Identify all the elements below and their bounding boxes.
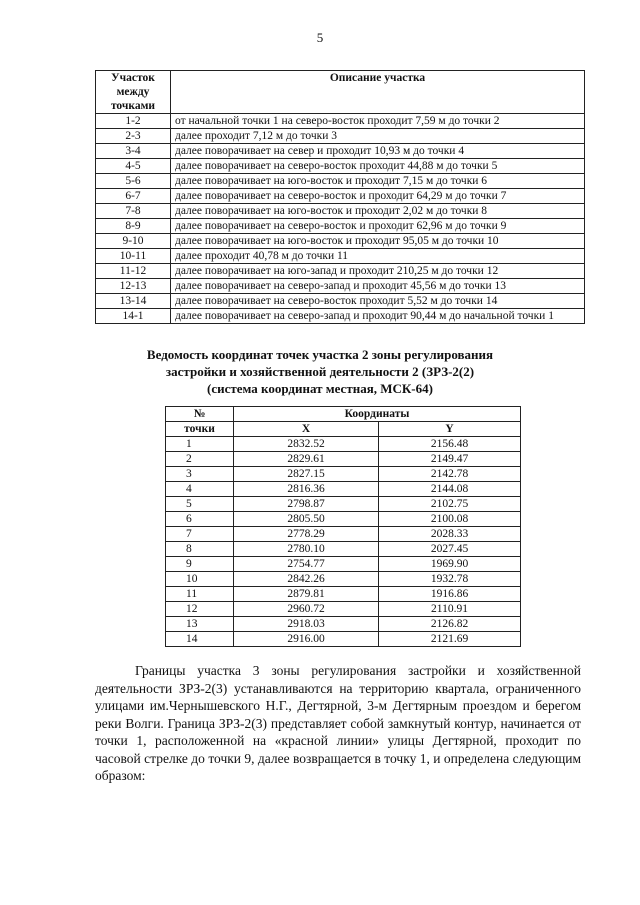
y-cell: 2028.33	[379, 527, 521, 542]
coordinates-title-line-3: (система координат местная, МСК-64)	[207, 381, 433, 396]
segment-cell: 4-5	[96, 159, 171, 174]
segment-cell: 10-11	[96, 249, 171, 264]
point-number-cell: 14	[166, 632, 234, 647]
table-row	[166, 587, 521, 602]
header-segment: Участок между точками	[96, 71, 171, 114]
table-row	[166, 482, 521, 497]
x-cell: 2879.81	[234, 587, 379, 602]
table-row	[166, 437, 521, 452]
table-row	[166, 542, 521, 557]
section-description-table	[95, 70, 585, 324]
header-description: Описание участка	[171, 71, 585, 114]
point-number-cell: 7	[166, 527, 234, 542]
x-cell: 2780.10	[234, 542, 379, 557]
point-number-cell: 9	[166, 557, 234, 572]
y-cell: 2121.69	[379, 632, 521, 647]
point-number-cell: 1	[166, 437, 234, 452]
header-coordinates: Координаты	[234, 407, 521, 422]
table-row	[96, 279, 585, 294]
table-row	[166, 497, 521, 512]
y-cell: 2100.08	[379, 512, 521, 527]
description-cell: далее поворачивает на северо-запад и проходит 45,56 м до точки 13	[171, 279, 585, 294]
y-cell: 2102.75	[379, 497, 521, 512]
coordinates-title	[0, 346, 640, 397]
description-cell: далее поворачивает на север и проходит 10,93 м до точки 4	[171, 144, 585, 159]
description-cell: далее поворачивает на северо-восток и проходит 64,29 м до точки 7	[171, 189, 585, 204]
segment-cell: 8-9	[96, 219, 171, 234]
table-header-row	[166, 422, 521, 437]
x-cell: 2798.87	[234, 497, 379, 512]
header-point-number: №	[166, 407, 234, 422]
x-cell: 2827.15	[234, 467, 379, 482]
table-row	[96, 234, 585, 249]
table-row	[96, 249, 585, 264]
y-cell: 2144.08	[379, 482, 521, 497]
description-cell: далее поворачивает на юго-запад и проходит 210,25 м до точки 12	[171, 264, 585, 279]
point-number-cell: 11	[166, 587, 234, 602]
description-cell: далее поворачивает на северо-запад и проходит 90,44 м до начальной точки 1	[171, 309, 585, 324]
table-row	[166, 467, 521, 482]
table-row	[96, 174, 585, 189]
header-y: Y	[379, 422, 521, 437]
x-cell: 2829.61	[234, 452, 379, 467]
table-row	[166, 512, 521, 527]
point-number-cell: 13	[166, 617, 234, 632]
segment-cell: 3-4	[96, 144, 171, 159]
segment-cell: 11-12	[96, 264, 171, 279]
table-row	[96, 114, 585, 129]
description-cell: далее проходит 40,78 м до точки 11	[171, 249, 585, 264]
table-row	[96, 204, 585, 219]
point-number-cell: 3	[166, 467, 234, 482]
segment-cell: 1-2	[96, 114, 171, 129]
point-number-cell: 2	[166, 452, 234, 467]
coordinates-title-line-1: Ведомость координат точек участка 2 зоны регулирования	[146, 347, 494, 362]
point-number-cell: 8	[166, 542, 234, 557]
y-cell: 1932.78	[379, 572, 521, 587]
point-number-cell: 12	[166, 602, 234, 617]
segment-cell: 12-13	[96, 279, 171, 294]
y-cell: 2156.48	[379, 437, 521, 452]
segment-cell: 6-7	[96, 189, 171, 204]
segment-cell: 7-8	[96, 204, 171, 219]
x-cell: 2842.26	[234, 572, 379, 587]
y-cell: 1916.86	[379, 587, 521, 602]
description-cell: далее поворачивает на северо-восток проходит 44,88 м до точки 5	[171, 159, 585, 174]
x-cell: 2805.50	[234, 512, 379, 527]
y-cell: 2149.47	[379, 452, 521, 467]
y-cell: 2110.91	[379, 602, 521, 617]
header-point-label: точки	[166, 422, 234, 437]
table-row	[166, 452, 521, 467]
table-row	[166, 527, 521, 542]
table-row	[96, 219, 585, 234]
table-row	[96, 309, 585, 324]
y-cell: 1969.90	[379, 557, 521, 572]
table-header-row	[166, 407, 521, 422]
segment-cell: 5-6	[96, 174, 171, 189]
x-cell: 2916.00	[234, 632, 379, 647]
table-row	[96, 144, 585, 159]
description-cell: далее проходит 7,12 м до точки 3	[171, 129, 585, 144]
y-cell: 2126.82	[379, 617, 521, 632]
segment-cell: 2-3	[96, 129, 171, 144]
point-number-cell: 10	[166, 572, 234, 587]
x-cell: 2778.29	[234, 527, 379, 542]
description-cell: от начальной точки 1 на северо-восток проходит 7,59 м до точки 2	[171, 114, 585, 129]
header-x: X	[234, 422, 379, 437]
x-cell: 2832.52	[234, 437, 379, 452]
point-number-cell: 6	[166, 512, 234, 527]
table-row	[96, 264, 585, 279]
table-row	[96, 159, 585, 174]
coordinates-title-line-2: застройки и хозяйственной деятельности 2 (ЗРЗ-2(2)	[165, 364, 475, 379]
description-cell: далее поворачивает на северо-восток проходит 5,52 м до точки 14	[171, 294, 585, 309]
body-paragraph: Границы участка 3 зоны регулирования застройки и хозяйственной деятельности ЗРЗ-2(3) устанавливаются на территорию квартала, ограниченного улицами им.Чернышевского Н.Г., Дегтярной, 3-м Дегтярным проездом и берегом реки Волги. Граница ЗРЗ-2(3) представляет собой замкнутый контур, начинается от точки 1, расположенной на «красной линии» улицы Дегтярной, проходит по часовой стрелке до точки 9, далее возвращается в точку 1, и определена следующим образом:	[95, 663, 581, 783]
x-cell: 2918.03	[234, 617, 379, 632]
y-cell: 2027.45	[379, 542, 521, 557]
table-header-row	[96, 71, 585, 114]
table-row	[166, 572, 521, 587]
segment-cell: 13-14	[96, 294, 171, 309]
description-cell: далее поворачивает на северо-восток и проходит 62,96 м до точки 9	[171, 219, 585, 234]
segment-cell: 14-1	[96, 309, 171, 324]
table-row	[96, 129, 585, 144]
x-cell: 2960.72	[234, 602, 379, 617]
x-cell: 2754.77	[234, 557, 379, 572]
description-cell: далее поворачивает на юго-восток и проходит 2,02 м до точки 8	[171, 204, 585, 219]
y-cell: 2142.78	[379, 467, 521, 482]
table-row	[96, 294, 585, 309]
table-row	[166, 557, 521, 572]
description-cell: далее поворачивает на юго-восток и проходит 95,05 м до точки 10	[171, 234, 585, 249]
page-number: 5	[316, 30, 324, 45]
coordinates-table	[165, 406, 521, 647]
table-row	[166, 617, 521, 632]
description-cell: далее поворачивает на юго-восток и проходит 7,15 м до точки 6	[171, 174, 585, 189]
table-row	[166, 602, 521, 617]
x-cell: 2816.36	[234, 482, 379, 497]
point-number-cell: 5	[166, 497, 234, 512]
point-number-cell: 4	[166, 482, 234, 497]
table-row	[96, 189, 585, 204]
segment-cell: 9-10	[96, 234, 171, 249]
table-row	[166, 632, 521, 647]
